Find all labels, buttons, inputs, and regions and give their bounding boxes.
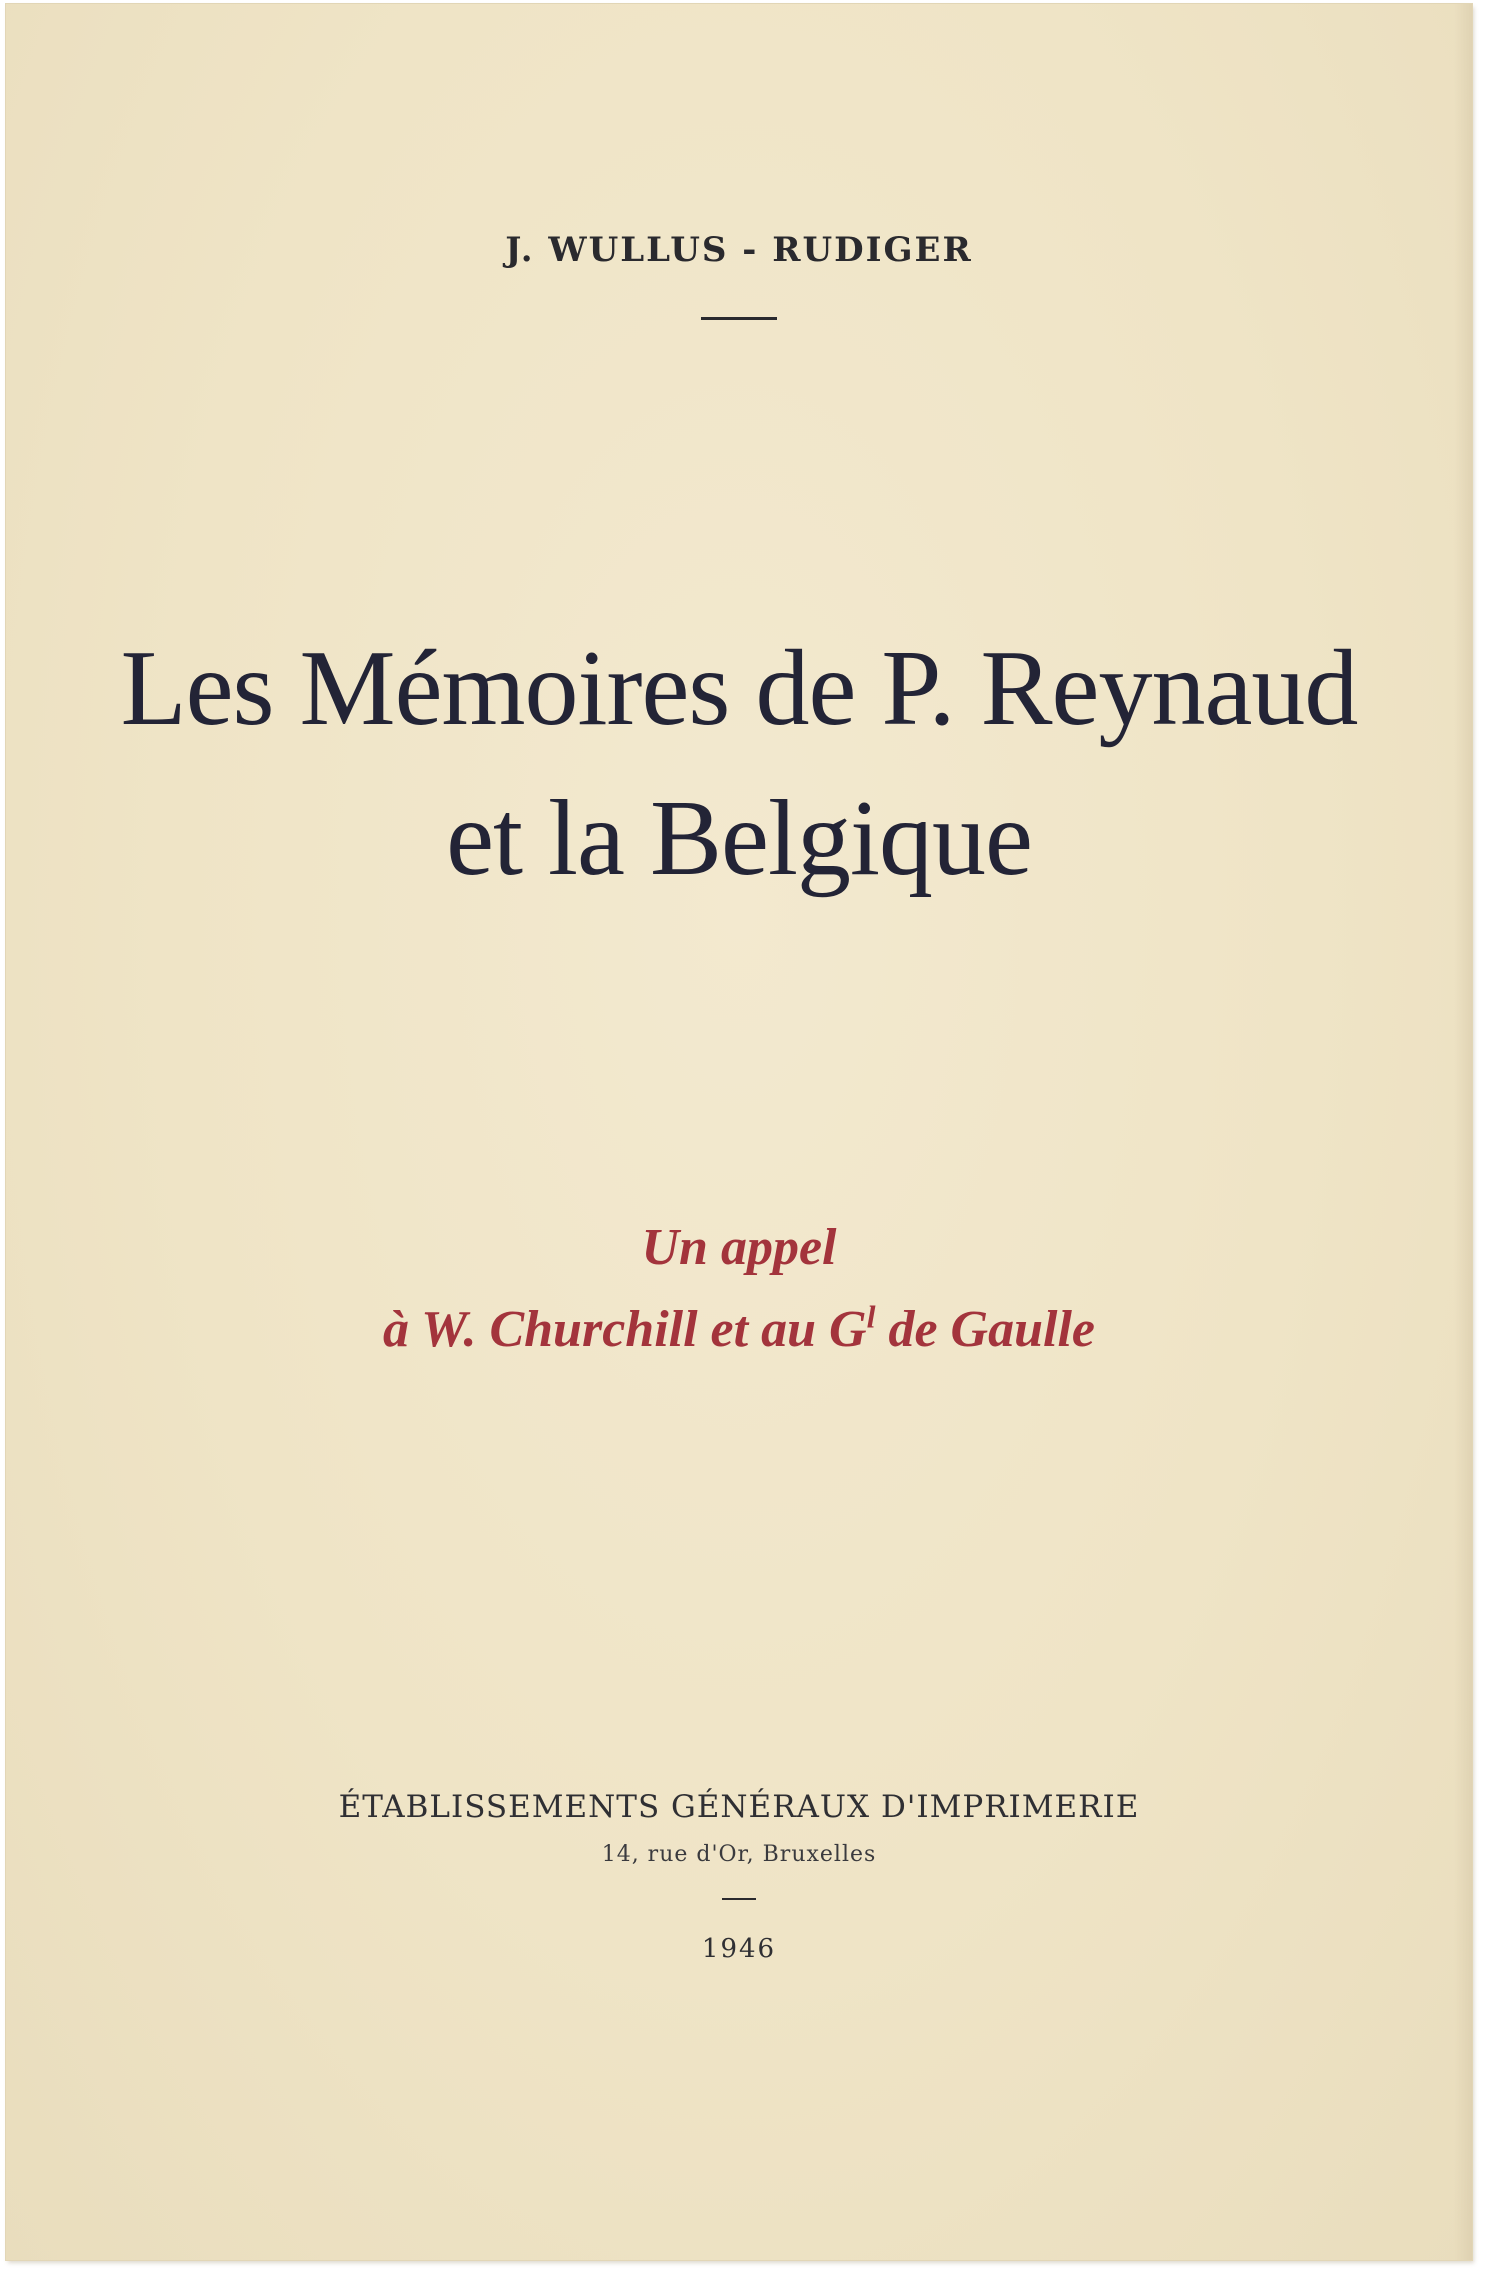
title-line-1: Les Mémoires de P. Reynaud [120, 629, 1358, 748]
cover-edge-shading [1454, 4, 1472, 2260]
title-line-2: et la Belgique [446, 779, 1032, 898]
subtitle-line-2 [6, 1289, 1472, 1371]
book-title [6, 614, 1472, 914]
publisher-name: ÉTABLISSEMENTS GÉNÉRAUX D'IMPRIMERIE [338, 1789, 1140, 1825]
publisher-address: 14, rue d'Or, Bruxelles [601, 1842, 877, 1867]
subtitle-line-2-post: de Gaulle [875, 1301, 1095, 1358]
subtitle-line-2-pre: à W. Churchill et au G [383, 1301, 867, 1358]
book-subtitle [6, 1207, 1472, 1371]
publisher-divider [722, 1898, 756, 1900]
subtitle-line-2-superscript: l [866, 1298, 876, 1335]
author-name: J. WULLUS - RUDIGER [505, 230, 973, 270]
author-divider [701, 317, 777, 320]
subtitle-line-1: Un appel [641, 1219, 837, 1276]
publication-year: 1946 [701, 1934, 777, 1964]
book-cover [6, 4, 1472, 2260]
